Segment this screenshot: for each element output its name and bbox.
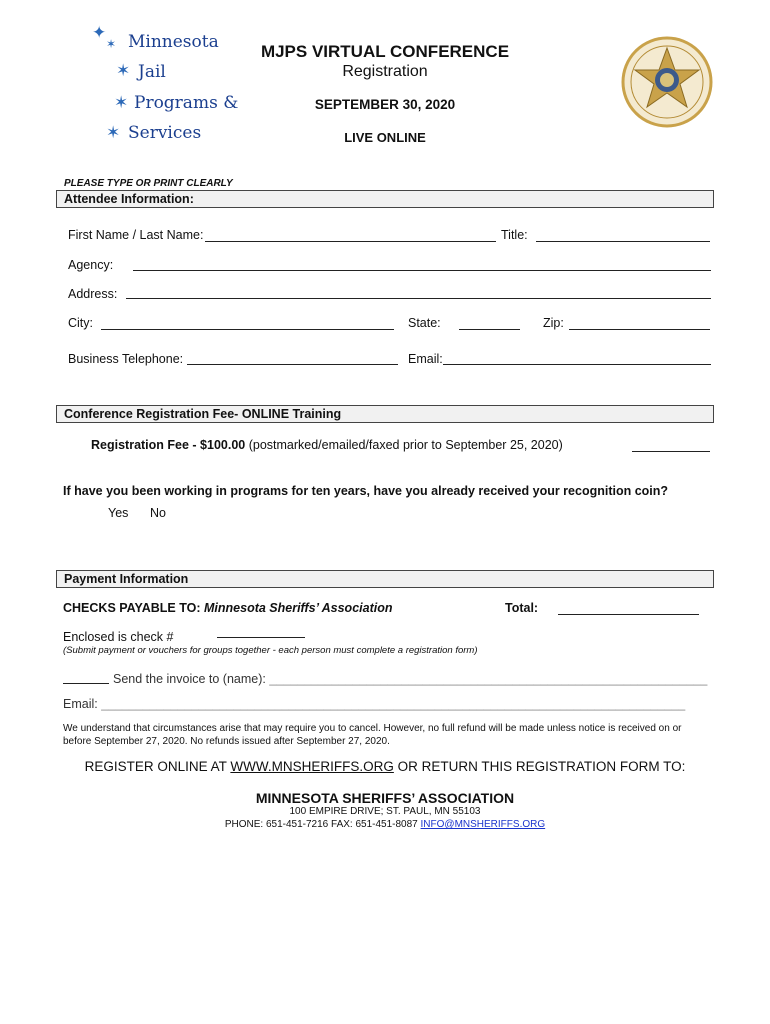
- instructions-text: PLEASE TYPE OR PRINT CLEARLY: [64, 178, 233, 189]
- agency-label: Agency:: [68, 258, 114, 272]
- conference-date: SEPTEMBER 30, 2020: [314, 97, 456, 112]
- logo-line-programs: Programs &: [134, 93, 239, 113]
- association-contact: [0, 819, 770, 830]
- recognition-coin-question: If have you been working in programs for ten years, have you already received your recognition coin?: [63, 484, 669, 498]
- star-icon: ✶: [114, 93, 129, 112]
- payment-note: (Submit payment or vouchers for groups together - each person must complete a registration form): [63, 645, 478, 656]
- star-icon: ✶: [106, 37, 117, 51]
- register-prefix: REGISTER ONLINE AT: [84, 759, 231, 774]
- total-field[interactable]: [558, 614, 699, 615]
- registration-fee-field[interactable]: [632, 451, 710, 452]
- invoice-name-field[interactable]: _______________________________________________________________: [269, 672, 708, 686]
- fee-section-heading: Conference Registration Fee- ONLINE Training: [56, 405, 714, 423]
- invoice-email-label: Email:: [63, 697, 102, 711]
- page-title: MJPS VIRTUAL CONFERENCE: [260, 42, 510, 61]
- invoice-email-row[interactable]: [63, 697, 708, 711]
- city-field[interactable]: [101, 329, 394, 330]
- invoice-name-row[interactable]: [113, 672, 707, 686]
- title-label: Title:: [501, 228, 528, 242]
- invoice-name-label: Send the invoice to (name):: [113, 672, 270, 686]
- association-name: MINNESOTA SHERIFFS’ ASSOCIATION: [255, 790, 515, 806]
- title-field[interactable]: [536, 241, 710, 242]
- checks-payable-text: [63, 601, 392, 615]
- coin-no-option[interactable]: No: [150, 506, 166, 520]
- conference-format: LIVE ONLINE: [344, 130, 426, 145]
- first-last-name-label: First Name / Last Name:: [68, 228, 204, 242]
- association-address: 100 EMPIRE DRIVE; ST. PAUL, MN 55103: [289, 806, 481, 817]
- registration-fee-text: [91, 438, 563, 452]
- first-last-name-field[interactable]: [205, 241, 496, 242]
- zip-field[interactable]: [569, 329, 710, 330]
- star-icon: ✦: [92, 23, 107, 42]
- city-label: City:: [68, 316, 93, 330]
- registration-fee-deadline: (postmarked/emailed/faxed prior to September 25, 2020): [245, 438, 563, 452]
- sheriff-star-badge-icon: [621, 36, 713, 128]
- register-suffix: OR RETURN THIS REGISTRATION FORM TO:: [393, 759, 686, 774]
- association-email-link[interactable]: INFO@MNSHERIFFS.ORG: [420, 819, 546, 830]
- address-label: Address:: [68, 287, 118, 301]
- state-label: State:: [408, 316, 441, 330]
- address-field[interactable]: [126, 298, 711, 299]
- attendee-section-heading: Attendee Information:: [56, 190, 714, 208]
- logo-line-minnesota: Minnesota: [128, 32, 219, 52]
- page-subtitle: Registration: [342, 63, 428, 80]
- payment-section-heading: Payment Information: [56, 570, 714, 588]
- agency-field[interactable]: [133, 270, 711, 271]
- business-telephone-label: Business Telephone:: [68, 352, 184, 366]
- cancellation-policy: We understand that circumstances arise that may require you to cancel. However, no full refund will be made unless notice is received on or before September 27, 2020. No refunds issued after September 27, 2020.: [63, 723, 682, 747]
- logo-line-services: Services: [128, 123, 202, 143]
- check-number-label: Enclosed is check #: [63, 630, 174, 644]
- checks-payable-label: CHECKS PAYABLE TO:: [63, 601, 201, 615]
- state-field[interactable]: [459, 329, 520, 330]
- registration-fee-amount: Registration Fee - $100.00: [91, 438, 246, 452]
- check-number-field[interactable]: [217, 637, 305, 638]
- total-label: Total:: [505, 601, 539, 615]
- invoice-checkbox-line[interactable]: [63, 683, 109, 684]
- email-field[interactable]: [443, 364, 711, 365]
- checks-payee: Minnesota Sheriffs’ Association: [204, 601, 393, 615]
- business-telephone-field[interactable]: [187, 364, 398, 365]
- coin-yes-option[interactable]: Yes: [108, 506, 129, 520]
- logo-line-jail: Jail: [138, 62, 166, 82]
- association-phone-fax: PHONE: 651-451-7216 FAX: 651-451-8087: [224, 819, 421, 830]
- zip-label: Zip:: [543, 316, 564, 330]
- email-label: Email:: [408, 352, 443, 366]
- star-icon: ✶: [116, 61, 131, 80]
- invoice-email-field[interactable]: ____________________________________________________________________________________: [101, 697, 686, 711]
- star-icon: ✶: [106, 123, 121, 142]
- register-instructions: [0, 759, 770, 774]
- register-website-link[interactable]: WWW.MNSHERIFFS.ORG: [230, 759, 394, 774]
